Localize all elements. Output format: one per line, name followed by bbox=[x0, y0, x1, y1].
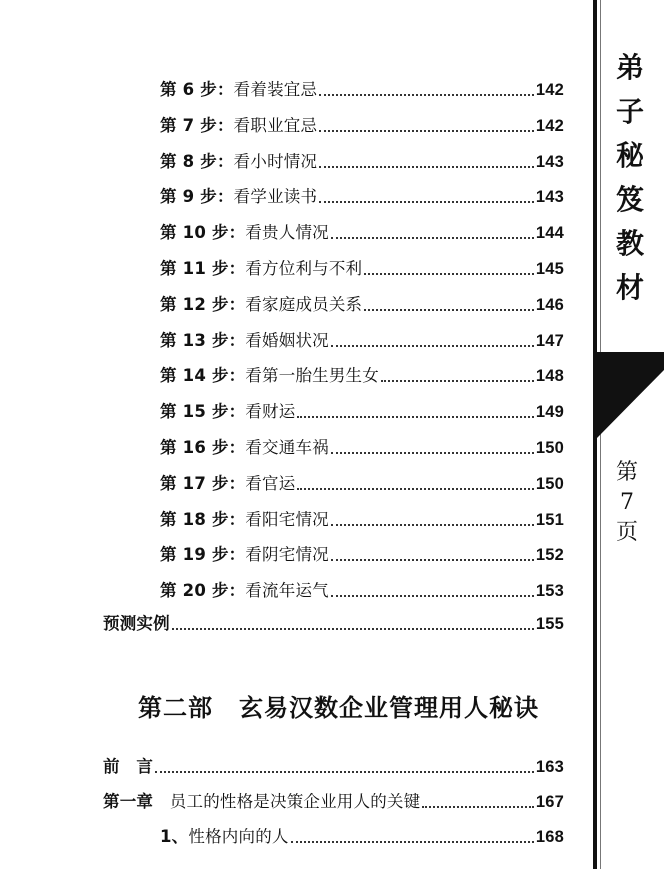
toc-entry-title: 看交通车祸 bbox=[245, 438, 329, 457]
series-title-char: 弟 bbox=[615, 51, 644, 84]
toc-entry-page: 143 bbox=[535, 188, 564, 207]
toc-entry-number: 第 17 步： bbox=[160, 473, 246, 493]
toc-entry-page: 163 bbox=[535, 758, 564, 776]
toc-entry-page: 168 bbox=[535, 828, 564, 846]
toc-entry[interactable] bbox=[160, 258, 564, 280]
tab-marker bbox=[597, 352, 664, 438]
toc-entry-number: 第 8 步： bbox=[160, 151, 234, 171]
toc-entry-title: 看第一胎生男生女 bbox=[245, 366, 379, 386]
toc-entry-number: 前 言 bbox=[103, 757, 154, 776]
toc-entry[interactable] bbox=[160, 186, 564, 208]
toc-entry-number: 第 7 步： bbox=[160, 115, 234, 135]
dot-leader bbox=[331, 523, 534, 526]
toc-entry-page: 151 bbox=[535, 510, 564, 529]
toc-entry-title: 看流年运气 bbox=[245, 581, 329, 601]
toc-entry-number: 第 6 步： bbox=[160, 80, 234, 99]
dot-leader bbox=[331, 236, 534, 239]
toc-entry[interactable] bbox=[160, 826, 564, 848]
toc-entry-page: 153 bbox=[535, 582, 564, 601]
toc-entry-number: 第 11 步： bbox=[160, 259, 246, 278]
toc-entry-title: 看贵人情况 bbox=[245, 223, 329, 243]
toc-entry[interactable] bbox=[160, 330, 564, 352]
toc-entry-page: 149 bbox=[535, 403, 564, 422]
toc-entry-page: 142 bbox=[535, 116, 564, 135]
dot-leader bbox=[364, 272, 534, 275]
toc-entry-page: 152 bbox=[535, 546, 564, 565]
toc-entry-page: 142 bbox=[535, 81, 564, 99]
toc-entry-page: 150 bbox=[535, 439, 564, 457]
toc-entry-number: 第 15 步： bbox=[160, 402, 246, 422]
toc-entry-number: 第一章 bbox=[103, 792, 154, 811]
toc-entry-number: 第 12 步： bbox=[160, 294, 246, 314]
toc-entry-page: 155 bbox=[535, 615, 564, 633]
toc-entry-title: 看阳宅情况 bbox=[245, 509, 329, 529]
dot-leader bbox=[381, 379, 534, 382]
toc-entry[interactable] bbox=[160, 437, 564, 459]
toc-entry-title: 看方位利与不利 bbox=[245, 259, 363, 278]
series-title-char: 秘 bbox=[615, 139, 644, 172]
dot-leader bbox=[297, 415, 533, 418]
toc-entry-page: 147 bbox=[535, 331, 564, 350]
dot-leader bbox=[422, 805, 534, 808]
toc-entry-title: 看着装宜忌 bbox=[233, 80, 318, 99]
toc-entry-page: 143 bbox=[535, 152, 564, 171]
toc-entry[interactable] bbox=[160, 401, 564, 423]
toc-entry-page: 146 bbox=[535, 295, 564, 314]
toc-entry-number: 预测实例 bbox=[103, 614, 170, 633]
toc-entry-page: 167 bbox=[535, 793, 564, 811]
toc-entry[interactable] bbox=[160, 222, 564, 244]
page-label-vertical bbox=[612, 458, 642, 548]
toc-entry-title: 看阴宅情况 bbox=[245, 545, 329, 565]
toc-entry[interactable] bbox=[103, 613, 564, 635]
dot-leader bbox=[319, 93, 534, 96]
dot-leader bbox=[331, 451, 534, 454]
toc-entry-number: 第 18 步： bbox=[160, 509, 246, 529]
dot-leader bbox=[319, 165, 534, 168]
toc-entry[interactable] bbox=[103, 756, 564, 778]
toc-entry-number: 第 9 步： bbox=[160, 187, 234, 207]
toc-entry-number: 第 14 步： bbox=[160, 366, 246, 386]
toc-entry-title: 看财运 bbox=[245, 402, 296, 422]
toc-entry-title: 性格内向的人 bbox=[188, 827, 289, 846]
toc-entry-page: 144 bbox=[535, 224, 564, 243]
toc-entry[interactable] bbox=[160, 151, 564, 173]
toc-entry-page: 145 bbox=[535, 260, 564, 278]
part-heading bbox=[138, 688, 539, 723]
toc-entry[interactable] bbox=[160, 544, 564, 566]
toc-entry-number: 第 20 步： bbox=[160, 581, 246, 601]
toc-entry[interactable] bbox=[160, 580, 564, 602]
dot-leader bbox=[331, 344, 534, 347]
series-title-char: 材 bbox=[615, 271, 644, 304]
part-title: 玄易汉数企业管理用人秘诀 bbox=[239, 693, 539, 722]
toc-entry[interactable] bbox=[160, 509, 564, 531]
toc-entry-title: 看学业读书 bbox=[233, 187, 318, 207]
dot-leader bbox=[297, 487, 533, 490]
toc-entry-page: 150 bbox=[535, 474, 564, 493]
dot-leader bbox=[319, 129, 534, 132]
toc-entry-title: 看官运 bbox=[245, 473, 296, 493]
toc-entry-number: 第 13 步： bbox=[160, 330, 246, 350]
toc-entry-title: 看家庭成员关系 bbox=[245, 294, 363, 314]
toc-entry-title: 员工的性格是决策企业用人的关键 bbox=[153, 792, 421, 811]
toc-entry-title: 看小时情况 bbox=[233, 151, 318, 171]
toc-entry-number: 1、 bbox=[160, 827, 189, 846]
toc-entry-title: 看职业宜忌 bbox=[233, 115, 318, 135]
toc-entry[interactable] bbox=[103, 791, 564, 813]
part-number: 第二部 bbox=[138, 693, 213, 722]
dot-leader bbox=[155, 770, 534, 773]
dot-leader bbox=[364, 308, 534, 311]
dot-leader bbox=[331, 558, 534, 561]
page-label-char: 页 bbox=[615, 520, 638, 545]
toc-entry[interactable] bbox=[160, 473, 564, 495]
toc-entry[interactable] bbox=[160, 294, 564, 316]
toc-entry-title: 看婚姻状况 bbox=[245, 330, 329, 350]
series-title-char: 笈 bbox=[615, 183, 644, 216]
toc-entry-number: 第 16 步： bbox=[160, 438, 246, 457]
toc-entry-page: 148 bbox=[535, 367, 564, 386]
series-title-char: 子 bbox=[615, 95, 644, 128]
dot-leader bbox=[331, 594, 534, 597]
toc-entry-number: 第 10 步： bbox=[160, 223, 246, 243]
page-label-char: 7 bbox=[620, 490, 634, 515]
toc-entry[interactable] bbox=[160, 115, 564, 137]
toc-entry[interactable] bbox=[160, 365, 564, 387]
dot-leader bbox=[172, 627, 534, 630]
dot-leader bbox=[291, 840, 534, 843]
series-title-char: 教 bbox=[615, 227, 644, 260]
dot-leader bbox=[319, 200, 534, 203]
toc-entry[interactable] bbox=[160, 79, 564, 101]
toc-entry-number: 第 19 步： bbox=[160, 545, 246, 565]
series-title-vertical bbox=[610, 46, 650, 310]
page-label-char: 第 bbox=[615, 460, 638, 485]
